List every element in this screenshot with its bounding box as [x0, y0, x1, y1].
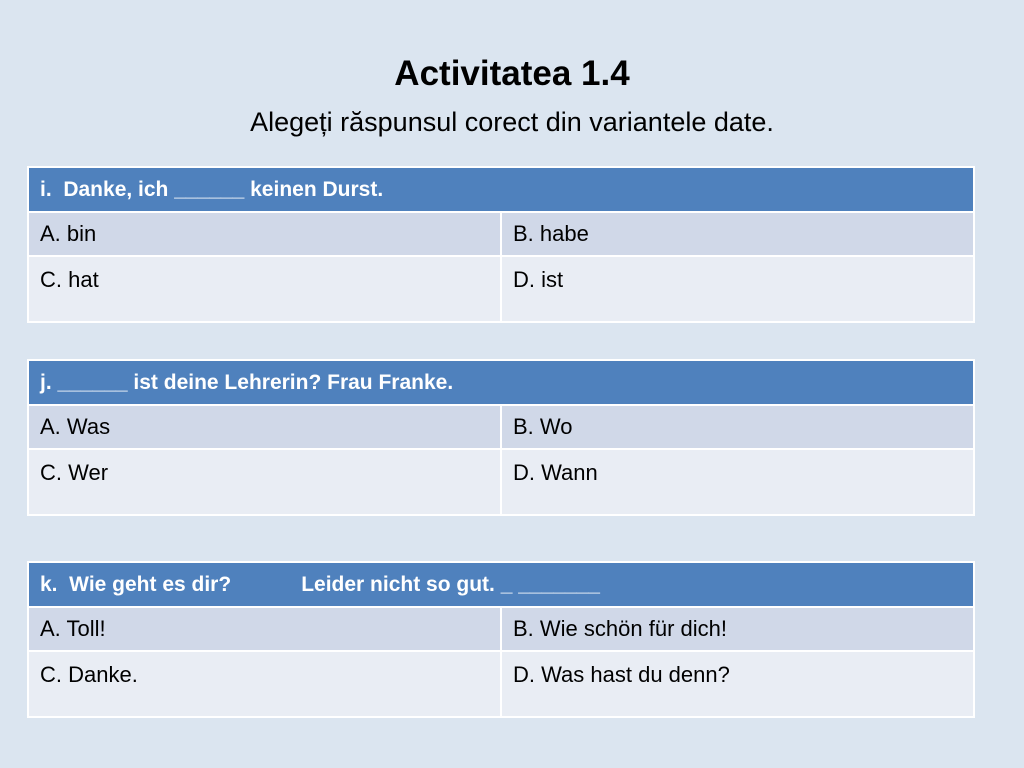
question-table-k	[27, 561, 975, 718]
question-table-i	[27, 166, 975, 323]
option-a[interactable]: A. Was	[28, 405, 501, 449]
option-d[interactable]: D. Was hast du denn?	[501, 651, 974, 717]
question-prompt: k. Wie geht es dir? Leider nicht so gut. _ _______	[28, 562, 974, 607]
option-c[interactable]: C. hat	[28, 256, 501, 322]
option-c[interactable]: C. Wer	[28, 449, 501, 515]
slide-title: Activitatea 1.4	[394, 54, 630, 93]
option-d[interactable]: D. Wann	[501, 449, 974, 515]
option-c[interactable]: C. Danke.	[28, 651, 501, 717]
option-b[interactable]: B. habe	[501, 212, 974, 256]
slide-subtitle: Alegeți răspunsul corect din variantele date.	[250, 107, 774, 137]
option-a[interactable]: A. Toll!	[28, 607, 501, 651]
question-prompt: j. ______ ist deine Lehrerin? Frau Franke.	[28, 360, 974, 405]
option-b[interactable]: B. Wie schön für dich!	[501, 607, 974, 651]
option-b[interactable]: B. Wo	[501, 405, 974, 449]
option-d[interactable]: D. ist	[501, 256, 974, 322]
question-table-j	[27, 359, 975, 516]
question-prompt: i. Danke, ich ______ keinen Durst.	[28, 167, 974, 212]
option-a[interactable]: A. bin	[28, 212, 501, 256]
